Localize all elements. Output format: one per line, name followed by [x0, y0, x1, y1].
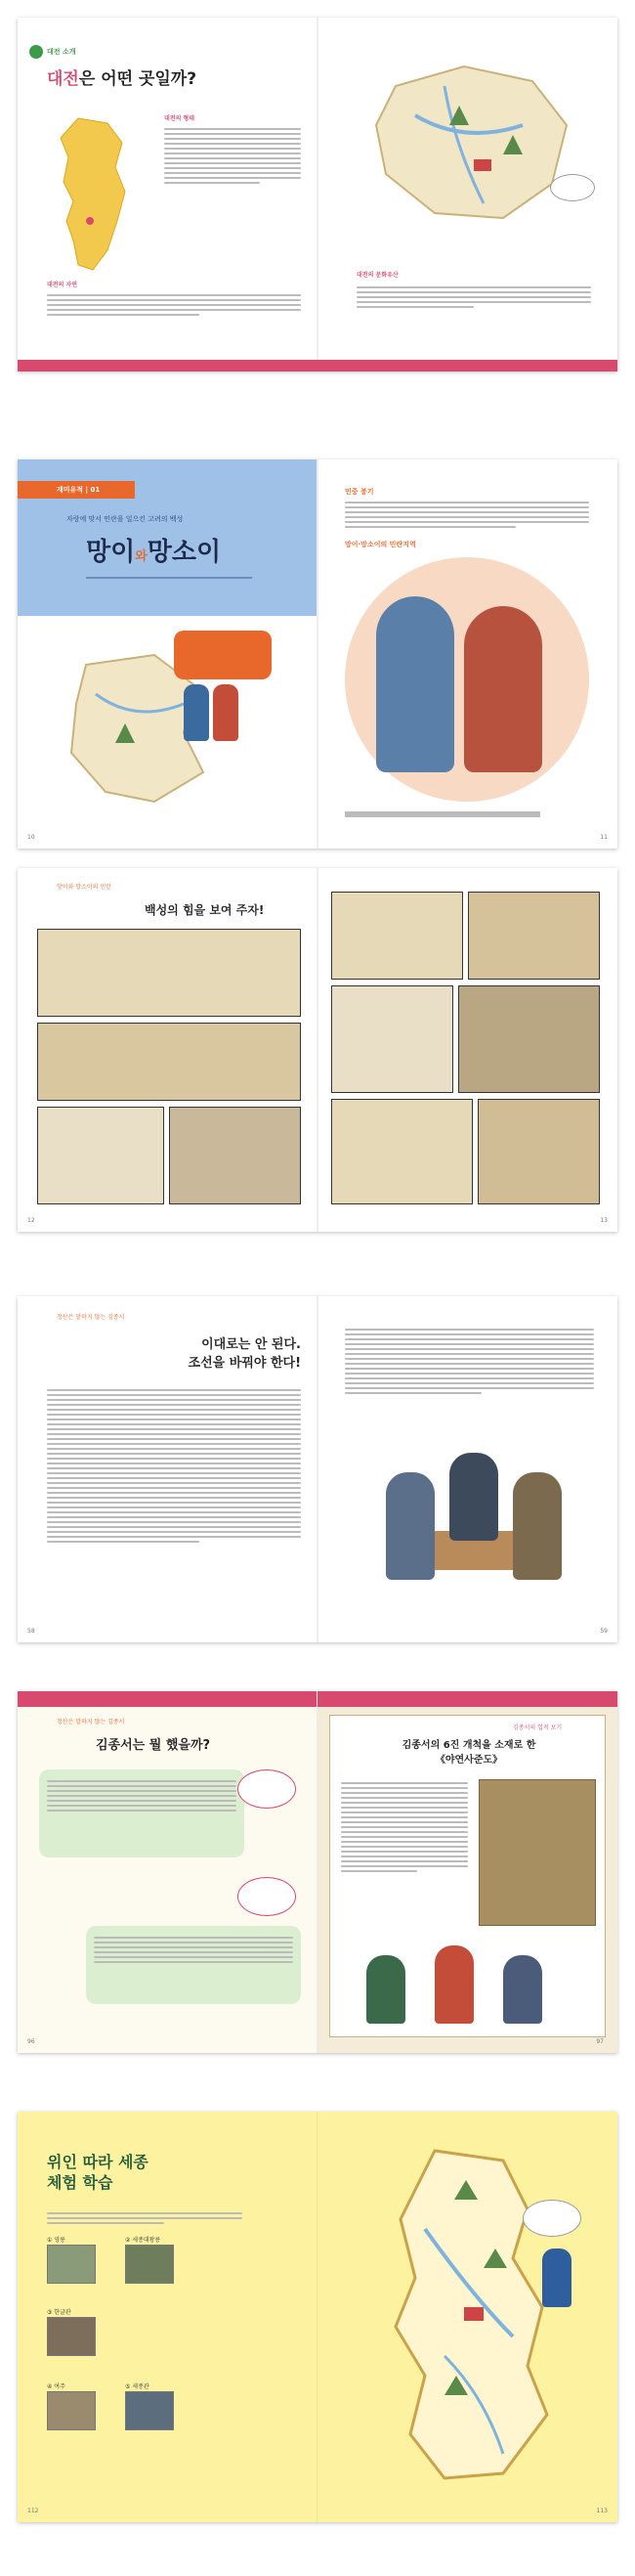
page-right: [318, 2112, 617, 2522]
warrior-left: [376, 596, 454, 772]
scholar-illustration: [376, 1443, 572, 1609]
chapter-tag: 망이와 망소이의 민란: [57, 884, 111, 891]
title-line1: 이대로는 안 된다.: [201, 1337, 301, 1352]
comic-panel: [458, 985, 600, 1093]
text-block: [345, 499, 589, 531]
painting-image: [479, 1779, 596, 1926]
pink-band: [318, 1691, 617, 1707]
place-photo: [125, 2391, 174, 2430]
box-nature-title: 대전의 자연: [47, 282, 78, 288]
title-highlight: 대전: [47, 69, 79, 89]
text-block: [47, 1386, 301, 1546]
intro-badge: [29, 45, 76, 59]
comic-panel: [37, 929, 301, 1017]
page-title: 김종서는 뭘 했을까?: [96, 1738, 211, 1753]
page-right: [318, 868, 617, 1232]
place-photo: [125, 2245, 174, 2284]
place-photo: [47, 2317, 96, 2356]
text-block: [357, 284, 591, 311]
title-line2: 체험 학습: [47, 2172, 113, 2192]
comic-panel: [331, 892, 463, 980]
place-label: ③ 한글관: [47, 2309, 71, 2316]
speech-bubble: [174, 631, 272, 679]
region-map: [357, 2141, 581, 2493]
page-number: 11: [600, 834, 608, 841]
page-title: 백성의 힘을 보여 주자!: [145, 903, 265, 917]
speech-bubble: [550, 174, 595, 201]
spread-daejeon-intro: [18, 18, 617, 371]
text-block: [47, 291, 301, 319]
place-photo: [47, 2391, 96, 2430]
page-title: [357, 1736, 581, 1766]
caption-bar: [345, 811, 540, 817]
speech-bubble: [237, 1769, 296, 1809]
page-left: [18, 868, 318, 1232]
subtitle: 자랑에 맞서 민란을 일으킨 고려의 백성: [66, 515, 184, 523]
chapter-tag: 김종서의 업적 보기: [513, 1725, 563, 1731]
title-line1: 김종서의 6진 개척을 소재로 한: [402, 1740, 536, 1751]
green-box: [39, 1769, 244, 1857]
place-label: ⑤ 세종관: [125, 2383, 149, 2390]
title-part1: 망이: [86, 538, 136, 567]
figure: [513, 1472, 562, 1580]
character: [542, 2249, 572, 2307]
text-block: [341, 1779, 468, 1875]
page-title: [86, 532, 221, 568]
chapter-tag: 청산은 말하지 않는 김종서: [57, 1314, 125, 1321]
title-line2: 《야연사준도》: [435, 1755, 503, 1766]
speech-bubble: [237, 1877, 296, 1916]
page-left: [18, 2112, 318, 2522]
page-left: [18, 1296, 318, 1642]
place-label: ④ 여주: [47, 2383, 65, 2390]
page-title: [47, 65, 196, 89]
meta-line: [86, 577, 252, 579]
page-left: [18, 18, 318, 371]
spread-kim-jongseo-1: [18, 1296, 617, 1642]
comic-panel: [331, 985, 453, 1093]
warrior-right: [464, 606, 542, 772]
figure: [435, 1945, 474, 2024]
spread-mangi-mangsoi: [18, 459, 617, 849]
page-number: 113: [596, 2508, 608, 2514]
box-shape-title: 대전의 형태: [164, 115, 195, 122]
page-title: [135, 1333, 301, 1371]
comic-panel: [468, 892, 600, 980]
page-right: [318, 459, 617, 849]
character: [213, 684, 238, 741]
character-pair: [184, 684, 242, 743]
scene-illustration: [357, 1945, 591, 2024]
page-title: [47, 2153, 148, 2194]
text-block: [345, 1326, 594, 1397]
figure: [386, 1472, 435, 1580]
title-line2: 조선을 바꿔야 한다!: [188, 1356, 301, 1371]
text-block: [47, 2209, 242, 2227]
place-label: ① 영릉: [47, 2237, 65, 2244]
text-block: [164, 125, 301, 187]
spread-kim-jongseo-2: [18, 1691, 617, 2053]
page-left: [18, 459, 318, 849]
figure: [503, 1955, 542, 2024]
green-box: [86, 1926, 301, 2004]
place-photo: [47, 2245, 96, 2284]
page-number: 12: [27, 1217, 35, 1224]
page-number: 97: [596, 2038, 604, 2045]
title-part2: 와: [135, 549, 148, 564]
chapter-tag: 청산은 말하지 않는 김종서: [57, 1719, 125, 1725]
korea-map: [39, 113, 137, 280]
character: [184, 684, 209, 741]
chapter-tag: 재미유적 | 01: [57, 486, 101, 494]
leaf-icon: [29, 45, 43, 59]
title-line1: 위인 따라 세종: [47, 2153, 148, 2171]
page-right: [318, 1691, 617, 2053]
page-number: 13: [600, 1217, 608, 1224]
page-right: [318, 1296, 617, 1642]
place-label: ② 세종대왕릉: [125, 2237, 161, 2244]
box-heritage-title: 대전의 문화유산: [357, 272, 399, 279]
section-heading: 민중 봉기: [345, 488, 374, 496]
page-left: [18, 1691, 318, 2053]
spread-field-trip: [18, 2112, 617, 2522]
figure: [366, 1955, 405, 2024]
badge-label: 대전 소개: [47, 48, 76, 56]
comic-panel: [37, 1023, 301, 1101]
page-number: 58: [27, 1628, 35, 1635]
page-number: 59: [600, 1628, 608, 1635]
title-part3: 망소이: [147, 538, 222, 567]
spread-comic-1: [18, 868, 617, 1232]
comic-panel: [331, 1099, 473, 1204]
page-right: [318, 18, 617, 371]
speech-bubble: [523, 2200, 581, 2237]
bottom-stripe: [18, 360, 617, 371]
comic-panel: [37, 1107, 164, 1204]
title-rest: 은 어떤 곳일까?: [78, 69, 197, 89]
comic-panel: [169, 1107, 301, 1204]
section-heading: 망이·망소이의 민란지역: [345, 541, 416, 548]
figure: [449, 1453, 498, 1541]
comic-panel: [478, 1099, 600, 1204]
page-number: 112: [27, 2508, 39, 2514]
page-number: 10: [27, 834, 35, 841]
page-number: 96: [27, 2038, 35, 2045]
pink-band: [18, 1691, 318, 1707]
daejeon-map: [357, 57, 581, 233]
